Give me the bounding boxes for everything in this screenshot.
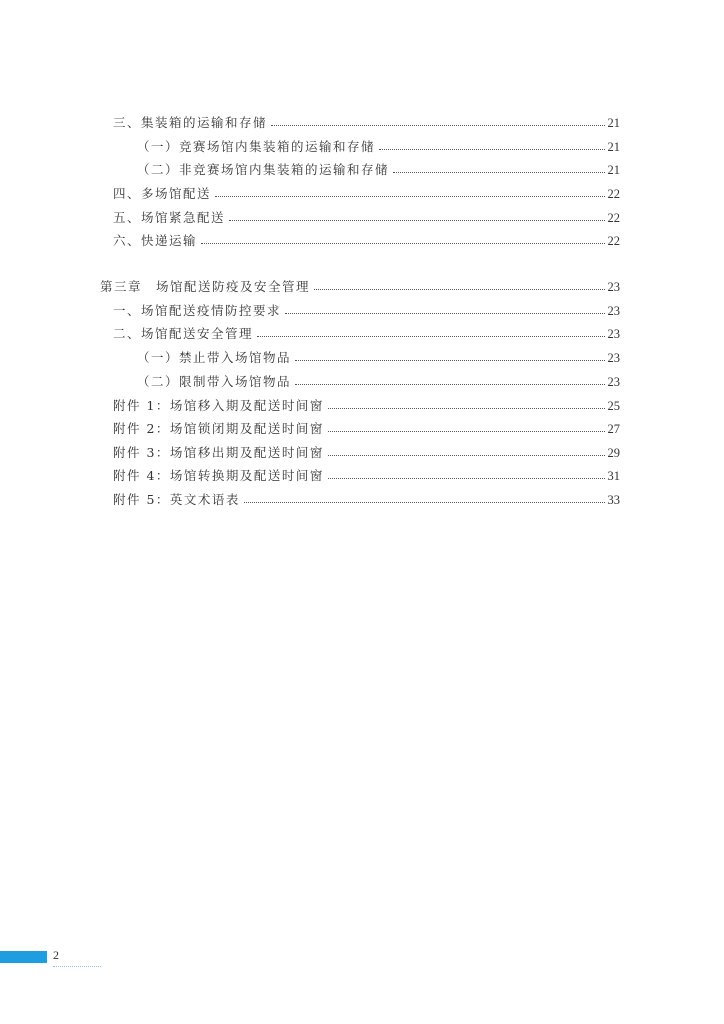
toc-leader-dots — [201, 242, 604, 244]
toc-appendix-entry[interactable] — [113, 419, 620, 439]
toc-entry-page: 23 — [607, 375, 620, 389]
toc-entry[interactable] — [137, 372, 620, 392]
toc-leader-dots — [328, 477, 605, 479]
toc-appendix-entry[interactable] — [113, 490, 620, 510]
toc-entry-page: 23 — [607, 327, 620, 341]
toc-entry[interactable] — [113, 231, 620, 251]
page-number: 2 — [53, 948, 59, 962]
toc-entry-title: （二）限制带入场馆物品 — [137, 374, 292, 389]
toc-entry-title: 一、场馆配送疫情防控要求 — [113, 303, 282, 318]
toc-entry-page: 21 — [607, 140, 620, 154]
toc-entry-page: 21 — [607, 163, 620, 177]
toc-entry-title: 附件 4：场馆转换期及配送时间窗 — [113, 468, 324, 483]
toc-leader-dots — [314, 288, 604, 290]
toc-leader-dots — [295, 359, 604, 361]
toc-entry-title: （二）非竞赛场馆内集装箱的运输和存储 — [137, 162, 390, 177]
toc-appendix-entry[interactable] — [113, 443, 620, 463]
toc-chapter-entry[interactable] — [100, 277, 620, 297]
toc-leader-dots — [229, 219, 604, 221]
toc-leader-dots — [271, 124, 604, 126]
toc-entry-title: 附件 2：场馆锁闭期及配送时间窗 — [113, 421, 324, 436]
toc-entry-title: 四、多场馆配送 — [113, 186, 212, 201]
toc-entry[interactable] — [113, 113, 620, 133]
toc-entry[interactable] — [113, 208, 620, 228]
toc-leader-dots — [285, 312, 604, 314]
toc-entry-page: 25 — [607, 399, 620, 413]
toc-entry-title: 附件 5：英文术语表 — [113, 492, 240, 507]
toc-entry-title: （一）禁止带入场馆物品 — [137, 350, 292, 365]
toc-entry-page: 23 — [607, 351, 620, 365]
toc-leader-dots — [257, 335, 604, 337]
toc-entry-page: 31 — [607, 469, 620, 483]
toc-entry-title: 附件 3：场馆移出期及配送时间窗 — [113, 445, 324, 460]
toc-leader-dots — [295, 383, 604, 385]
toc-entry-page: 27 — [607, 422, 620, 436]
toc-entry-title: （一）竞赛场馆内集装箱的运输和存储 — [137, 139, 376, 154]
toc-leader-dots — [328, 430, 605, 432]
toc-entry-page: 21 — [607, 116, 620, 130]
toc-entry-title: 二、场馆配送安全管理 — [113, 326, 254, 341]
toc-entry-title: 三、集装箱的运输和存储 — [113, 115, 268, 130]
toc-entry-title: 六、快递运输 — [113, 233, 198, 248]
footer-dotted-rule — [53, 965, 101, 967]
toc-entry-page: 33 — [607, 493, 620, 507]
toc-appendix-entry[interactable] — [113, 396, 620, 416]
toc-entry-page: 23 — [607, 280, 620, 294]
toc-entry-title: 五、场馆紧急配送 — [113, 210, 226, 225]
toc-entry-page: 22 — [607, 187, 620, 201]
toc-leader-dots — [379, 148, 604, 150]
toc-entry[interactable] — [113, 184, 620, 204]
toc-leader-dots — [215, 195, 604, 197]
toc-leader-dots — [244, 501, 605, 503]
toc-leader-dots — [328, 454, 605, 456]
toc-entry-page: 22 — [607, 234, 620, 248]
toc-entry[interactable] — [113, 324, 620, 344]
toc-entry[interactable] — [137, 160, 620, 180]
footer-accent-bar — [0, 951, 47, 963]
toc-entry-page: 22 — [607, 211, 620, 225]
toc-entry-page: 23 — [607, 304, 620, 318]
toc-entry[interactable] — [137, 348, 620, 368]
toc-leader-dots — [328, 407, 605, 409]
toc-entry[interactable] — [137, 137, 620, 157]
toc-leader-dots — [393, 171, 604, 173]
toc-entry-page: 29 — [607, 446, 620, 460]
toc-entry-title: 附件 1：场馆移入期及配送时间窗 — [113, 398, 324, 413]
toc-entry[interactable] — [113, 301, 620, 321]
toc-entry-title: 第三章 场馆配送防疫及安全管理 — [100, 279, 311, 294]
toc-appendix-entry[interactable] — [113, 466, 620, 486]
